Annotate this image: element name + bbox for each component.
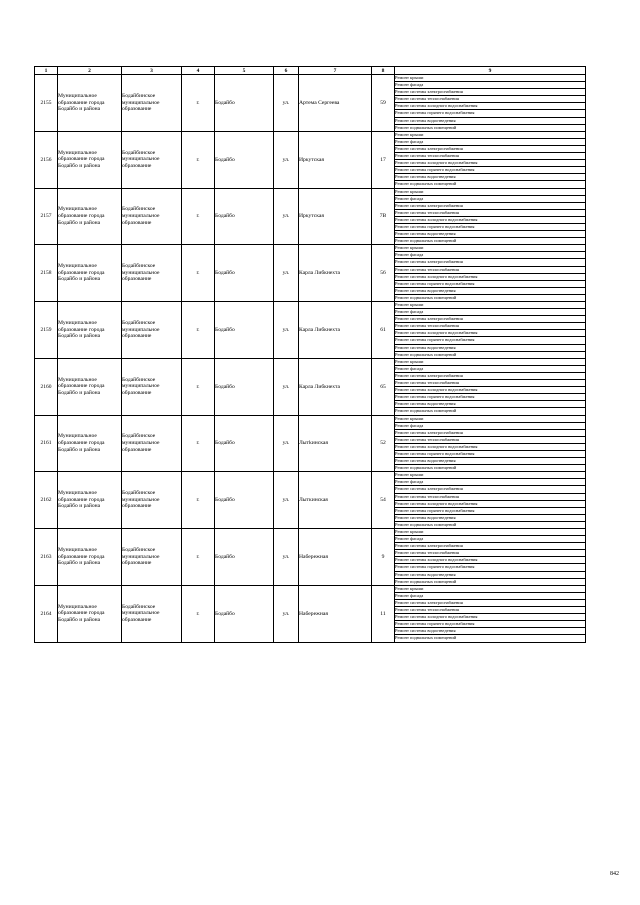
repair-work-item: Ремонт системы электроснабжения (395, 202, 586, 209)
repair-work-item: Ремонт подвальных помещений (395, 465, 586, 472)
repair-work-item: Ремонт фасада (395, 309, 586, 316)
repair-work-item: Ремонт фасада (395, 479, 586, 486)
repair-work-item: Ремонт системы водоотведения (395, 401, 586, 408)
house-number-cell: 11 (372, 585, 395, 642)
repair-work-item: Ремонт системы электроснабжения (395, 486, 586, 493)
table-row (35, 358, 586, 365)
repair-work-item: Ремонт крыши (395, 358, 586, 365)
street-cell: Карла Либкнехта (299, 302, 372, 359)
street-cell: Карла Либкнехта (299, 358, 372, 415)
record-number: 2161 (35, 415, 58, 472)
repair-work-item: Ремонт системы водоотведения (395, 117, 586, 124)
settlement-cell: Бодайбо (215, 415, 274, 472)
repair-work-item: Ремонт крыши (395, 131, 586, 138)
street-type-cell: ул. (274, 472, 299, 529)
street-type-cell: ул. (274, 188, 299, 245)
repair-work-item: Ремонт системы горячего водоснабжения (395, 394, 586, 401)
repair-work-item: Ремонт системы горячего водоснабжения (395, 450, 586, 457)
municipality-cell: Бодайбинское муниципальное образование (122, 585, 182, 642)
repair-work-item: Ремонт системы холодного водоснабжения (395, 216, 586, 223)
repair-work-item: Ремонт системы электроснабжения (395, 543, 586, 550)
repair-work-item: Ремонт системы электроснабжения (395, 429, 586, 436)
settlement-type-cell: г. (182, 358, 215, 415)
repair-work-item: Ремонт подвальных помещений (395, 181, 586, 188)
district-cell: Муниципальное образование города Бодайбо и района (58, 75, 122, 132)
repair-work-item: Ремонт системы холодного водоснабжения (395, 330, 586, 337)
house-number-cell: 59 (372, 75, 395, 132)
repair-work-item: Ремонт системы холодного водоснабжения (395, 273, 586, 280)
settlement-cell: Бодайбо (215, 529, 274, 586)
repair-work-item: Ремонт крыши (395, 75, 586, 82)
repair-work-item: Ремонт системы теплоснабжения (395, 209, 586, 216)
house-number-cell: 65 (372, 358, 395, 415)
settlement-cell: Бодайбо (215, 358, 274, 415)
repair-work-item: Ремонт системы электроснабжения (395, 599, 586, 606)
repair-work-item: Ремонт системы холодного водоснабжения (395, 160, 586, 167)
repair-work-item: Ремонт системы горячего водоснабжения (395, 621, 586, 628)
street-type-cell: ул. (274, 529, 299, 586)
repair-work-item: Ремонт системы теплоснабжения (395, 153, 586, 160)
street-cell: Артема Сергеева (299, 75, 372, 132)
street-cell: Набережная (299, 585, 372, 642)
settlement-type-cell: г. (182, 472, 215, 529)
repair-work-item: Ремонт системы теплоснабжения (395, 436, 586, 443)
settlement-type-cell: г. (182, 529, 215, 586)
repair-work-item: Ремонт системы холодного водоснабжения (395, 387, 586, 394)
district-cell: Муниципальное образование города Бодайбо и района (58, 131, 122, 188)
settlement-type-cell: г. (182, 415, 215, 472)
repair-work-item: Ремонт фасада (395, 365, 586, 372)
repair-work-item: Ремонт системы теплоснабжения (395, 550, 586, 557)
table-row (35, 302, 586, 309)
repair-work-item: Ремонт системы горячего водоснабжения (395, 564, 586, 571)
district-cell: Муниципальное образование города Бодайбо и района (58, 245, 122, 302)
district-cell: Муниципальное образование города Бодайбо и района (58, 358, 122, 415)
header-col-4: 4 (182, 67, 215, 75)
repair-work-item: Ремонт фасада (395, 592, 586, 599)
repair-work-item: Ремонт системы водоотведения (395, 174, 586, 181)
repair-work-item: Ремонт подвальных помещений (395, 238, 586, 245)
settlement-type-cell: г. (182, 585, 215, 642)
repair-work-item: Ремонт системы горячего водоснабжения (395, 280, 586, 287)
repair-work-item: Ремонт крыши (395, 245, 586, 252)
header-col-2: 2 (58, 67, 122, 75)
municipality-cell: Бодайбинское муниципальное образование (122, 75, 182, 132)
street-type-cell: ул. (274, 585, 299, 642)
settlement-cell: Бодайбо (215, 472, 274, 529)
table-row (35, 529, 586, 536)
repair-work-item: Ремонт подвальных помещений (395, 635, 586, 642)
repair-work-item: Ремонт подвальных помещений (395, 521, 586, 528)
repair-work-item: Ремонт системы теплоснабжения (395, 323, 586, 330)
header-col-1: 1 (35, 67, 58, 75)
district-cell: Муниципальное образование города Бодайбо и района (58, 188, 122, 245)
street-type-cell: ул. (274, 245, 299, 302)
repair-work-item: Ремонт системы водоотведения (395, 287, 586, 294)
repair-work-item: Ремонт системы теплоснабжения (395, 493, 586, 500)
repair-work-item: Ремонт подвальных помещений (395, 294, 586, 301)
table-row (35, 472, 586, 479)
repair-work-item: Ремонт системы электроснабжения (395, 89, 586, 96)
municipality-cell: Бодайбинское муниципальное образование (122, 358, 182, 415)
repair-work-item: Ремонт системы холодного водоснабжения (395, 500, 586, 507)
table-row (35, 245, 586, 252)
repair-work-item: Ремонт системы теплоснабжения (395, 380, 586, 387)
table-row (35, 188, 586, 195)
district-cell: Муниципальное образование города Бодайбо и района (58, 472, 122, 529)
street-type-cell: ул. (274, 131, 299, 188)
repair-work-item: Ремонт системы горячего водоснабжения (395, 337, 586, 344)
record-number: 2160 (35, 358, 58, 415)
table-row (35, 585, 586, 592)
repair-work-item: Ремонт системы горячего водоснабжения (395, 110, 586, 117)
header-col-7: 7 (299, 67, 372, 75)
record-number: 2155 (35, 75, 58, 132)
municipality-cell: Бодайбинское муниципальное образование (122, 188, 182, 245)
street-cell: Набережная (299, 529, 372, 586)
settlement-cell: Бодайбо (215, 75, 274, 132)
header-col-8: 8 (372, 67, 395, 75)
page-number: 842 (610, 871, 619, 877)
repair-work-item: Ремонт крыши (395, 188, 586, 195)
house-number-cell: 7В (372, 188, 395, 245)
municipality-cell: Бодайбинское муниципальное образование (122, 302, 182, 359)
repair-work-item: Ремонт системы электроснабжения (395, 372, 586, 379)
repair-work-item: Ремонт фасада (395, 138, 586, 145)
street-type-cell: ул. (274, 415, 299, 472)
district-cell: Муниципальное образование города Бодайбо и района (58, 302, 122, 359)
repair-work-item: Ремонт крыши (395, 472, 586, 479)
record-number: 2163 (35, 529, 58, 586)
settlement-type-cell: г. (182, 302, 215, 359)
municipality-cell: Бодайбинское муниципальное образование (122, 529, 182, 586)
settlement-cell: Бодайбо (215, 585, 274, 642)
municipality-cell: Бодайбинское муниципальное образование (122, 472, 182, 529)
repair-work-item: Ремонт системы теплоснабжения (395, 96, 586, 103)
settlement-cell: Бодайбо (215, 302, 274, 359)
header-col-9: 9 (395, 67, 586, 75)
district-cell: Муниципальное образование города Бодайбо и района (58, 585, 122, 642)
municipality-cell: Бодайбинское муниципальное образование (122, 245, 182, 302)
repair-work-item: Ремонт фасада (395, 195, 586, 202)
header-row (35, 67, 586, 75)
repair-work-item: Ремонт подвальных помещений (395, 351, 586, 358)
header-col-5: 5 (215, 67, 274, 75)
district-cell: Муниципальное образование города Бодайбо и района (58, 529, 122, 586)
repair-work-item: Ремонт системы электроснабжения (395, 316, 586, 323)
record-number: 2158 (35, 245, 58, 302)
settlement-type-cell: г. (182, 188, 215, 245)
house-number-cell: 56 (372, 245, 395, 302)
record-number: 2157 (35, 188, 58, 245)
repair-work-item: Ремонт системы холодного водоснабжения (395, 614, 586, 621)
settlement-cell: Бодайбо (215, 188, 274, 245)
street-type-cell: ул. (274, 358, 299, 415)
settlement-type-cell: г. (182, 245, 215, 302)
street-cell: Иркутская (299, 188, 372, 245)
repair-work-item: Ремонт системы холодного водоснабжения (395, 443, 586, 450)
repair-work-item: Ремонт системы водоотведения (395, 231, 586, 238)
record-number: 2159 (35, 302, 58, 359)
repair-work-item: Ремонт системы водоотведения (395, 458, 586, 465)
street-cell: Карла Либкнехта (299, 245, 372, 302)
repair-work-item: Ремонт крыши (395, 415, 586, 422)
house-number-cell: 61 (372, 302, 395, 359)
repair-work-item: Ремонт фасада (395, 536, 586, 543)
repair-work-item: Ремонт системы теплоснабжения (395, 607, 586, 614)
repair-work-item: Ремонт системы холодного водоснабжения (395, 103, 586, 110)
street-type-cell: ул. (274, 302, 299, 359)
repair-work-item: Ремонт системы холодного водоснабжения (395, 557, 586, 564)
housing-repair-table (34, 66, 586, 643)
repair-work-item: Ремонт системы электроснабжения (395, 145, 586, 152)
repair-work-item: Ремонт системы горячего водоснабжения (395, 167, 586, 174)
repair-work-item: Ремонт крыши (395, 302, 586, 309)
repair-work-item: Ремонт системы электроснабжения (395, 259, 586, 266)
repair-work-item: Ремонт системы водоотведения (395, 571, 586, 578)
table-body (35, 75, 586, 643)
header-col-6: 6 (274, 67, 299, 75)
repair-work-item: Ремонт системы водоотведения (395, 514, 586, 521)
repair-work-item: Ремонт подвальных помещений (395, 124, 586, 131)
record-number: 2164 (35, 585, 58, 642)
settlement-cell: Бодайбо (215, 131, 274, 188)
street-cell: Лыткинская (299, 472, 372, 529)
repair-work-item: Ремонт подвальных помещений (395, 578, 586, 585)
table-row (35, 75, 586, 82)
municipality-cell: Бодайбинское муниципальное образование (122, 415, 182, 472)
settlement-cell: Бодайбо (215, 245, 274, 302)
repair-work-item: Ремонт системы водоотведения (395, 344, 586, 351)
municipality-cell: Бодайбинское муниципальное образование (122, 131, 182, 188)
house-number-cell: 52 (372, 415, 395, 472)
repair-work-item: Ремонт крыши (395, 529, 586, 536)
district-cell: Муниципальное образование города Бодайбо и района (58, 415, 122, 472)
header-col-3: 3 (122, 67, 182, 75)
street-cell: Лытkинская (299, 415, 372, 472)
repair-work-item: Ремонт системы водоотведения (395, 628, 586, 635)
record-number: 2162 (35, 472, 58, 529)
record-number: 2156 (35, 131, 58, 188)
repair-work-item: Ремонт фасада (395, 82, 586, 89)
table-row (35, 131, 586, 138)
house-number-cell: 54 (372, 472, 395, 529)
repair-work-item: Ремонт фасада (395, 252, 586, 259)
settlement-type-cell: г. (182, 131, 215, 188)
street-cell: Иркутская (299, 131, 372, 188)
repair-work-item: Ремонт крыши (395, 585, 586, 592)
repair-work-item: Ремонт системы горячего водоснабжения (395, 507, 586, 514)
settlement-type-cell: г. (182, 75, 215, 132)
repair-work-item: Ремонт фасада (395, 422, 586, 429)
street-type-cell: ул. (274, 75, 299, 132)
table-row (35, 415, 586, 422)
house-number-cell: 17 (372, 131, 395, 188)
repair-work-item: Ремонт системы теплоснабжения (395, 266, 586, 273)
house-number-cell: 9 (372, 529, 395, 586)
repair-work-item: Ремонт системы горячего водоснабжения (395, 223, 586, 230)
repair-work-item: Ремонт подвальных помещений (395, 408, 586, 415)
